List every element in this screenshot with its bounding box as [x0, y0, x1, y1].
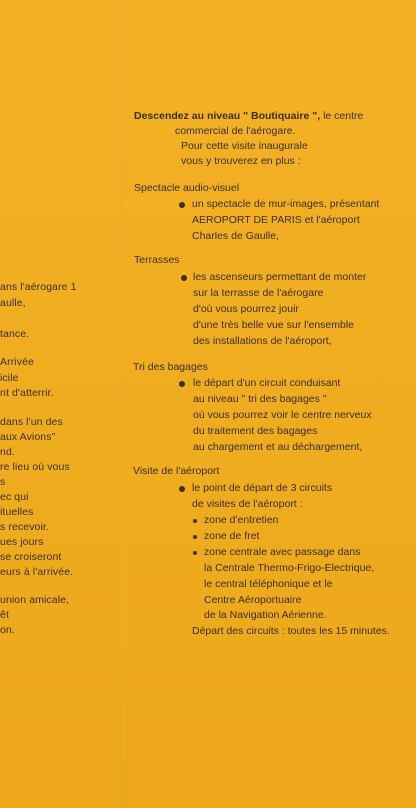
bullet-icon [179, 486, 185, 492]
small-bullet-icon [193, 551, 197, 555]
section-heading-tri: Tri des bagages [133, 361, 208, 373]
visite-continuation: de la Navigation Aérienne. [204, 609, 327, 621]
left-line: ec qui [0, 491, 29, 503]
spectacle-line: un spectacle de mur-images, présentant [192, 198, 380, 210]
terrasses-line: d'où vous pourrez jouir [193, 303, 299, 315]
tri-line: au chargement et au déchargement, [193, 441, 363, 453]
terrasses-line: sur la terrasse de l'aérogare [193, 287, 324, 299]
left-line: aux Avions" [0, 431, 56, 443]
left-line: s [0, 476, 6, 488]
bullet-icon [179, 202, 185, 208]
terrasses-line: les ascenseurs permettant de monter [193, 271, 367, 283]
left-line: icile [0, 372, 19, 384]
tri-line: du traitement des bagages [193, 425, 318, 437]
page-fold [121, 0, 123, 808]
small-bullet-icon [193, 535, 197, 539]
tri-line: où vous pourrez voir le centre nerveux [193, 409, 372, 421]
intro-rest: le centre [320, 110, 364, 122]
left-line: dans l'un des [0, 416, 63, 428]
left-line: Arrivée [0, 356, 34, 368]
left-line: s recevoir. [0, 521, 49, 533]
visite-continuation: le central téléphonique et le [204, 578, 333, 590]
section-heading-visite: Visite de l'aéroport [133, 465, 220, 477]
visite-departures: Départ des circuits : toutes les 15 minutes. [192, 625, 390, 637]
left-line: se croiseront [0, 551, 62, 563]
left-line: union amicale, [0, 594, 70, 606]
spectacle-line: Charles de Gaulle, [192, 230, 279, 242]
left-line: nt d'atterrir. [0, 387, 54, 399]
tri-line: au niveau " tri des bagages " [193, 393, 327, 405]
left-line: aulle, [0, 297, 26, 309]
left-line: ituelles [0, 506, 34, 518]
left-line: on. [0, 624, 15, 636]
visite-continuation: la Centrale Thermo-Frigo-Electrique, [204, 562, 375, 574]
left-line: nd. [0, 446, 15, 458]
left-line: re lieu où vous [0, 461, 70, 473]
section-heading-spectacle: Spectacle audio-visuel [134, 182, 240, 194]
left-line: êt [0, 609, 9, 621]
tri-line: le départ d'un circuit conduisant [193, 377, 341, 389]
small-bullet-icon [193, 519, 197, 523]
terrasses-line: d'une très belle vue sur l'ensemble [193, 319, 355, 331]
intro-line-2: commercial de l'aérogare. [175, 125, 296, 137]
visite-sub-item: zone de fret [204, 530, 260, 542]
intro-line-3: Pour cette visite inaugurale [181, 140, 308, 152]
left-line: tance. [0, 328, 30, 340]
visite-sub-item: zone centrale avec passage dans [204, 546, 361, 558]
terrasses-line: des installations de l'aéroport, [193, 335, 332, 347]
spectacle-line: AEROPORT DE PARIS et l'aéroport [192, 214, 360, 226]
visite-continuation: Centre Aéroportuaire [204, 594, 302, 606]
visite-line: de visites de l'aéroport : [192, 498, 303, 510]
intro-line-1 [134, 110, 363, 122]
left-line: ues jours [0, 536, 44, 548]
bullet-icon [181, 275, 187, 281]
intro-bold: Descendez au niveau " Boutiquaire ", [134, 110, 321, 122]
visite-sub-item: zone d'entretien [204, 514, 279, 526]
intro-line-4: vous y trouverez en plus : [181, 155, 301, 167]
bullet-icon [179, 381, 185, 387]
left-line: ans l'aérogare 1 [0, 281, 77, 293]
visite-line: le point de départ de 3 circuits [192, 482, 333, 494]
section-heading-terrasses: Terrasses [134, 254, 180, 266]
left-line: eurs à l'arrivée. [0, 566, 74, 578]
